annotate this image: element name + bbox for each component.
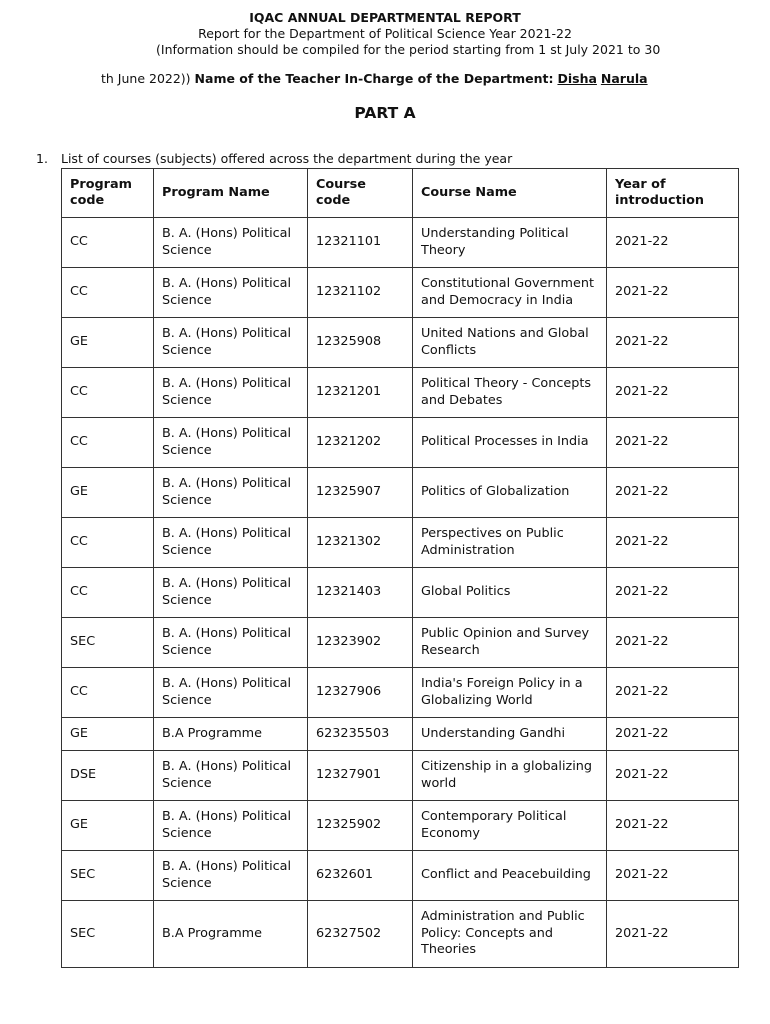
cell-course-name: Politics of Globalization: [413, 468, 607, 518]
cell-year: 2021-22: [607, 468, 739, 518]
cell-course-name: Contemporary Political Economy: [413, 801, 607, 851]
cell-course-code: 12323902: [308, 618, 413, 668]
cell-program-name: B. A. (Hons) Political Science: [154, 518, 308, 568]
teacher-label: Name of the Teacher In-Charge of the Department:: [194, 71, 554, 86]
cell-program-code: DSE: [62, 751, 154, 801]
cell-year: 2021-22: [607, 751, 739, 801]
header-year: Year of introduction: [607, 169, 739, 218]
cell-program-code: CC: [62, 568, 154, 618]
table-row: [62, 851, 739, 901]
cell-program-name: B. A. (Hons) Political Science: [154, 618, 308, 668]
cell-course-name: United Nations and Global Conflicts: [413, 318, 607, 368]
part-title: PART A: [354, 104, 416, 122]
cell-course-code: 12325907: [308, 468, 413, 518]
cell-course-name: Political Theory - Concepts and Debates: [413, 368, 607, 418]
table-row: [62, 901, 739, 968]
cell-course-name: Citizenship in a globalizing world: [413, 751, 607, 801]
cell-program-code: CC: [62, 418, 154, 468]
cell-year: 2021-22: [607, 268, 739, 318]
cell-course-code: 12321403: [308, 568, 413, 618]
cell-year: 2021-22: [607, 568, 739, 618]
cell-course-code: 6232601: [308, 851, 413, 901]
cell-course-name: Perspectives on Public Administration: [413, 518, 607, 568]
cell-course-code: 12321302: [308, 518, 413, 568]
cell-course-name: Constitutional Government and Democracy in India: [413, 268, 607, 318]
cell-program-name: B. A. (Hons) Political Science: [154, 801, 308, 851]
cell-year: 2021-22: [607, 368, 739, 418]
header-course-name: Course Name: [413, 169, 607, 218]
cell-program-code: CC: [62, 218, 154, 268]
table-row: [62, 751, 739, 801]
cell-program-name: B. A. (Hons) Political Science: [154, 668, 308, 718]
table-row: [62, 418, 739, 468]
courses-table: [61, 168, 739, 968]
list-item-text: List of courses (subjects) offered across the department during the year: [61, 151, 513, 166]
list-item-number: 1.: [36, 151, 48, 166]
cell-course-code: 12327906: [308, 668, 413, 718]
cell-course-code: 62327502: [308, 901, 413, 968]
info-line-2: [101, 71, 648, 86]
cell-course-name: Understanding Gandhi: [413, 718, 607, 751]
cell-year: 2021-22: [607, 418, 739, 468]
table-row: [62, 618, 739, 668]
cell-course-code: 12327901: [308, 751, 413, 801]
cell-program-code: GE: [62, 801, 154, 851]
cell-course-code: 12321102: [308, 268, 413, 318]
table-row: [62, 801, 739, 851]
header-program-name: Program Name: [154, 169, 308, 218]
cell-year: 2021-22: [607, 901, 739, 968]
table-row: [62, 468, 739, 518]
cell-course-name: India's Foreign Policy in a Globalizing World: [413, 668, 607, 718]
cell-course-code: 12325908: [308, 318, 413, 368]
cell-course-code: 12321201: [308, 368, 413, 418]
cell-program-code: CC: [62, 518, 154, 568]
cell-program-code: SEC: [62, 901, 154, 968]
list-item: [36, 151, 512, 166]
cell-program-name: B.A Programme: [154, 901, 308, 968]
cell-program-code: GE: [62, 318, 154, 368]
header-program-code: Program code: [62, 169, 154, 218]
cell-course-code: 623235503: [308, 718, 413, 751]
cell-program-name: B. A. (Hons) Political Science: [154, 368, 308, 418]
cell-course-name: Public Opinion and Survey Research: [413, 618, 607, 668]
cell-program-code: CC: [62, 268, 154, 318]
cell-year: 2021-22: [607, 801, 739, 851]
cell-program-name: B. A. (Hons) Political Science: [154, 218, 308, 268]
cell-year: 2021-22: [607, 618, 739, 668]
cell-program-name: B. A. (Hons) Political Science: [154, 268, 308, 318]
cell-year: 2021-22: [607, 218, 739, 268]
cell-program-name: B. A. (Hons) Political Science: [154, 851, 308, 901]
table-row: [62, 518, 739, 568]
cell-course-name: Political Processes in India: [413, 418, 607, 468]
table-row: [62, 268, 739, 318]
info-line-2-text: th June 2022)): [101, 71, 191, 86]
cell-program-name: B. A. (Hons) Political Science: [154, 751, 308, 801]
cell-year: 2021-22: [607, 718, 739, 751]
cell-course-name: Understanding Political Theory: [413, 218, 607, 268]
teacher-last-name: Narula: [600, 71, 648, 86]
cell-course-code: 12325902: [308, 801, 413, 851]
cell-program-code: SEC: [62, 618, 154, 668]
cell-program-name: B. A. (Hons) Political Science: [154, 568, 308, 618]
table-row: [62, 718, 739, 751]
cell-course-name: Administration and Public Policy: Concepts and Theories: [413, 901, 607, 968]
cell-program-code: SEC: [62, 851, 154, 901]
cell-year: 2021-22: [607, 668, 739, 718]
cell-program-code: CC: [62, 668, 154, 718]
cell-program-name: B.A Programme: [154, 718, 308, 751]
cell-year: 2021-22: [607, 318, 739, 368]
cell-program-code: GE: [62, 468, 154, 518]
table-header-row: [62, 169, 739, 218]
info-line-1: (Information should be compiled for the period starting from 1 st July 2021 to 30: [156, 42, 661, 57]
teacher-first-name: Disha: [557, 71, 597, 86]
cell-course-name: Conflict and Peacebuilding: [413, 851, 607, 901]
cell-program-code: GE: [62, 718, 154, 751]
table-row: [62, 218, 739, 268]
table-row: [62, 568, 739, 618]
cell-year: 2021-22: [607, 518, 739, 568]
cell-program-name: B. A. (Hons) Political Science: [154, 468, 308, 518]
report-title: IQAC ANNUAL DEPARTMENTAL REPORT: [249, 10, 521, 25]
table-row: [62, 368, 739, 418]
cell-course-code: 12321202: [308, 418, 413, 468]
cell-course-code: 12321101: [308, 218, 413, 268]
cell-course-name: Global Politics: [413, 568, 607, 618]
cell-program-name: B. A. (Hons) Political Science: [154, 418, 308, 468]
header-course-code: Course code: [308, 169, 413, 218]
cell-program-code: CC: [62, 368, 154, 418]
cell-program-name: B. A. (Hons) Political Science: [154, 318, 308, 368]
table-row: [62, 318, 739, 368]
table-row: [62, 668, 739, 718]
cell-year: 2021-22: [607, 851, 739, 901]
report-subtitle: Report for the Department of Political Science Year 2021-22: [198, 26, 572, 41]
